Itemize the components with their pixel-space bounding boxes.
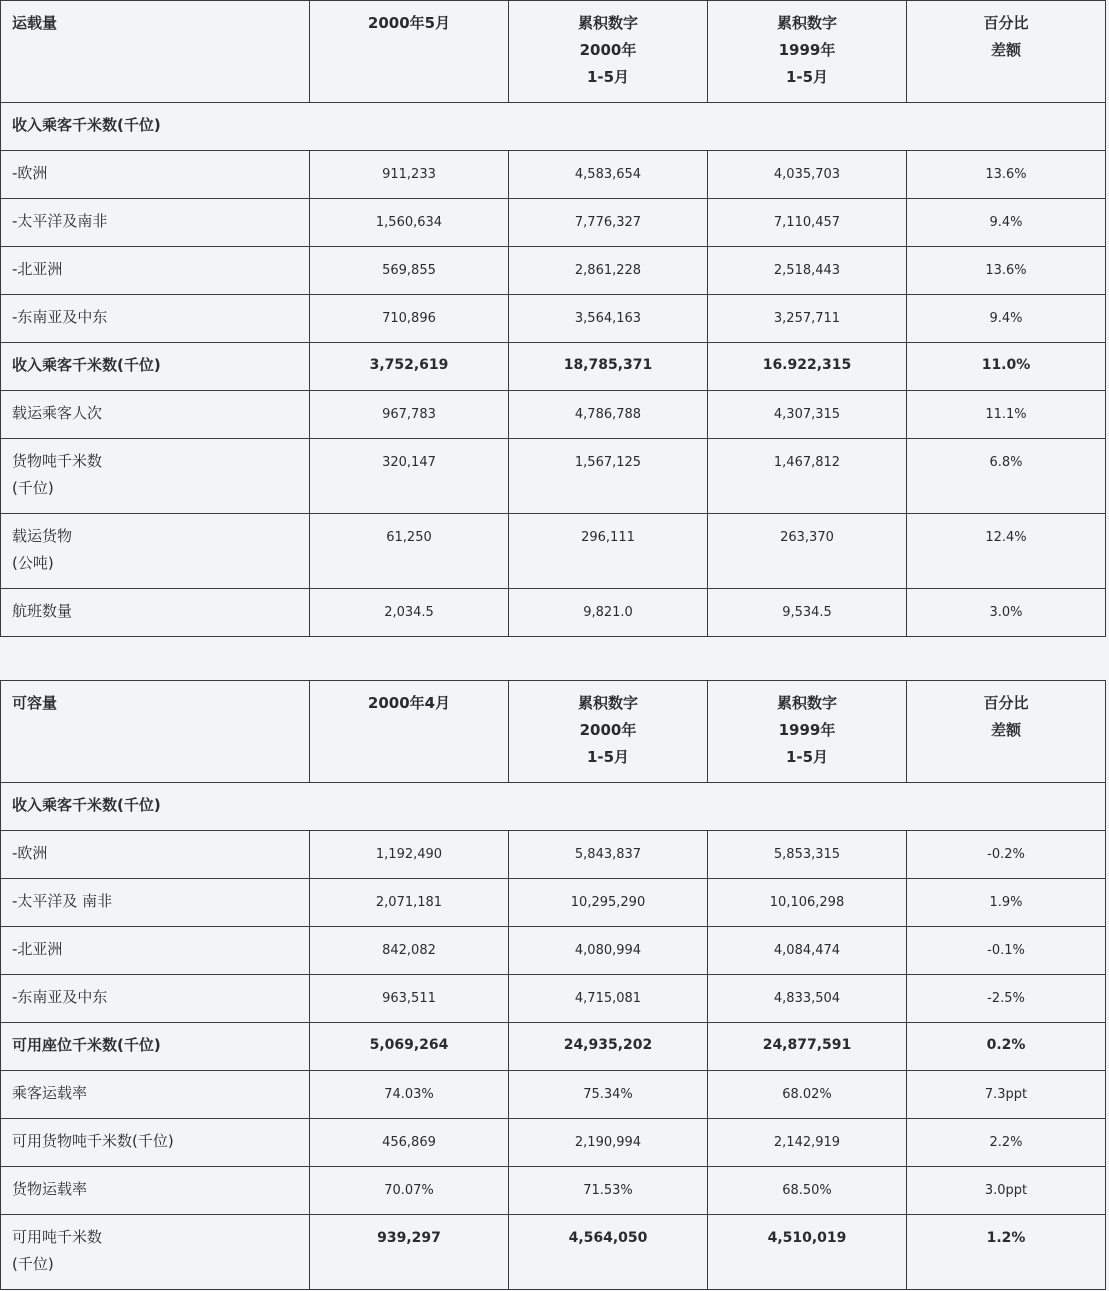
value-cell: -0.2% [907, 831, 1106, 879]
value-cell: 4,583,654 [509, 151, 708, 199]
value-cell: 296,111 [509, 514, 708, 589]
table-row [1, 1167, 1106, 1215]
value-cell: 7,110,457 [708, 199, 907, 247]
header-row [1, 1, 1106, 103]
value-cell: 10,106,298 [708, 879, 907, 927]
table-row [1, 975, 1106, 1023]
cell-text: 百分比 [983, 14, 1029, 32]
cell-text: 累积数字 [776, 694, 837, 712]
value-cell: 9,821.0 [509, 589, 708, 637]
table-row [1, 927, 1106, 975]
value-cell: 3,752,619 [310, 343, 509, 391]
cell-text: -东南亚及中东 [12, 308, 108, 326]
value-cell: 9.4% [907, 199, 1106, 247]
cell-text: 载运乘客人次 [12, 404, 103, 422]
value-cell: 2.2% [907, 1119, 1106, 1167]
value-cell: 4,080,994 [509, 927, 708, 975]
cell-text: 可用吨千米数 [12, 1228, 103, 1246]
table-row [1, 1071, 1106, 1119]
row-label [1, 1167, 310, 1215]
value-cell: 1,560,634 [310, 199, 509, 247]
value-cell: 1,467,812 [708, 439, 907, 514]
row-label [1, 1119, 310, 1167]
value-cell: 3,257,711 [708, 295, 907, 343]
table-row [1, 439, 1106, 514]
row-label [1, 975, 310, 1023]
value-cell: 967,783 [310, 391, 509, 439]
column-header [310, 1, 509, 103]
cell-text: 2000年 [579, 41, 637, 59]
value-cell: 12.4% [907, 514, 1106, 589]
cell-text: 可用座位千米数(千位) [12, 1036, 161, 1054]
row-label [1, 391, 310, 439]
value-cell: 24,877,591 [708, 1023, 907, 1071]
table-row [1, 247, 1106, 295]
value-cell: 10,295,290 [509, 879, 708, 927]
row-label [1, 439, 310, 514]
value-cell: 2,861,228 [509, 247, 708, 295]
value-cell: 13.6% [907, 151, 1106, 199]
cell-text: -北亚洲 [12, 260, 63, 278]
value-cell: -0.1% [907, 927, 1106, 975]
cell-text: 收入乘客千米数(千位) [12, 356, 161, 374]
value-cell: 4,786,788 [509, 391, 708, 439]
value-cell: 1,567,125 [509, 439, 708, 514]
cell-text: (千位) [12, 479, 54, 497]
table-row [1, 391, 1106, 439]
value-cell: 2,034.5 [310, 589, 509, 637]
cell-text: -欧洲 [12, 844, 48, 862]
value-cell: 11.1% [907, 391, 1106, 439]
value-cell: 9,534.5 [708, 589, 907, 637]
value-cell: 4,084,474 [708, 927, 907, 975]
row-label [1, 295, 310, 343]
cell-text: 2000年 [579, 721, 637, 739]
row-label [1, 927, 310, 975]
value-cell: 4,833,504 [708, 975, 907, 1023]
column-header [907, 1, 1106, 103]
value-cell: 3.0ppt [907, 1167, 1106, 1215]
row-label [1, 199, 310, 247]
capacity-table [0, 680, 1106, 1290]
cell-text: 2000年5月 [367, 14, 451, 32]
cell-text: 载运货物 [12, 527, 73, 545]
traffic-table [0, 0, 1106, 637]
value-cell: 2,190,994 [509, 1119, 708, 1167]
cell-text: 可用货物吨千米数(千位) [12, 1132, 174, 1150]
value-cell: 18,785,371 [509, 343, 708, 391]
value-cell: 74.03% [310, 1071, 509, 1119]
value-cell: 24,935,202 [509, 1023, 708, 1071]
cell-text: 累积数字 [776, 14, 837, 32]
header-row [1, 681, 1106, 783]
column-header [509, 681, 708, 783]
value-cell: 2,142,919 [708, 1119, 907, 1167]
value-cell: 4,035,703 [708, 151, 907, 199]
table-row [1, 1215, 1106, 1290]
cell-text: 1-5月 [785, 748, 829, 766]
value-cell: 75.34% [509, 1071, 708, 1119]
cell-text: 航班数量 [12, 602, 73, 620]
value-cell: -2.5% [907, 975, 1106, 1023]
cell-text: 1-5月 [586, 68, 630, 86]
table-row [1, 879, 1106, 927]
cell-text: 差额 [990, 41, 1021, 59]
cell-text: 1999年 [778, 721, 836, 739]
row-label [1, 151, 310, 199]
value-cell: 2,518,443 [708, 247, 907, 295]
cell-text: -太平洋及南非 [12, 212, 108, 230]
value-cell: 569,855 [310, 247, 509, 295]
value-cell: 263,370 [708, 514, 907, 589]
value-cell: 68.02% [708, 1071, 907, 1119]
value-cell: 7.3ppt [907, 1071, 1106, 1119]
row-label [1, 589, 310, 637]
row-label [1, 514, 310, 589]
value-cell: 71.53% [509, 1167, 708, 1215]
value-cell: 1,192,490 [310, 831, 509, 879]
column-header [310, 681, 509, 783]
cell-text: -北亚洲 [12, 940, 63, 958]
row-label [1, 247, 310, 295]
table-row [1, 295, 1106, 343]
value-cell: 4,307,315 [708, 391, 907, 439]
column-header [708, 681, 907, 783]
table-row [1, 589, 1106, 637]
row-label [1, 879, 310, 927]
value-cell: 963,511 [310, 975, 509, 1023]
cell-text: (公吨) [12, 554, 54, 572]
value-cell: 6.8% [907, 439, 1106, 514]
cell-text: 乘客运载率 [12, 1084, 88, 1102]
header-label: 运载量 [1, 1, 310, 103]
table-row [1, 831, 1106, 879]
table-row [1, 1023, 1106, 1071]
value-cell: 1.9% [907, 879, 1106, 927]
row-label [1, 1071, 310, 1119]
cell-text: 1-5月 [586, 748, 630, 766]
value-cell: 710,896 [310, 295, 509, 343]
cell-text: 货物吨千米数 [12, 452, 103, 470]
value-cell: 16.922,315 [708, 343, 907, 391]
cell-text: -东南亚及中东 [12, 988, 108, 1006]
value-cell: 4,564,050 [509, 1215, 708, 1290]
value-cell: 0.2% [907, 1023, 1106, 1071]
cell-text: 百分比 [983, 694, 1029, 712]
value-cell: 5,853,315 [708, 831, 907, 879]
value-cell: 842,082 [310, 927, 509, 975]
value-cell: 3.0% [907, 589, 1106, 637]
cell-text: 累积数字 [577, 694, 638, 712]
cell-text: (千位) [12, 1255, 54, 1273]
section-title: 收入乘客千米数(千位) [1, 783, 1106, 831]
section-row [1, 783, 1106, 831]
cell-text: 累积数字 [577, 14, 638, 32]
value-cell: 3,564,163 [509, 295, 708, 343]
column-header [708, 1, 907, 103]
value-cell: 4,715,081 [509, 975, 708, 1023]
cell-text: 2000年4月 [367, 694, 451, 712]
section-title: 收入乘客千米数(千位) [1, 103, 1106, 151]
cell-text: 差额 [990, 721, 1021, 739]
column-header [907, 681, 1106, 783]
row-label [1, 831, 310, 879]
section-row [1, 103, 1106, 151]
value-cell: 68.50% [708, 1167, 907, 1215]
header-label: 可容量 [1, 681, 310, 783]
value-cell: 13.6% [907, 247, 1106, 295]
cell-text: -欧洲 [12, 164, 48, 182]
table-row [1, 514, 1106, 589]
value-cell: 5,069,264 [310, 1023, 509, 1071]
value-cell: 911,233 [310, 151, 509, 199]
table-row [1, 1119, 1106, 1167]
value-cell: 939,297 [310, 1215, 509, 1290]
value-cell: 1.2% [907, 1215, 1106, 1290]
table-row [1, 151, 1106, 199]
table-row [1, 343, 1106, 391]
row-label [1, 1215, 310, 1290]
row-label [1, 343, 310, 391]
value-cell: 456,869 [310, 1119, 509, 1167]
cell-text: 货物运载率 [12, 1180, 88, 1198]
column-header [509, 1, 708, 103]
value-cell: 320,147 [310, 439, 509, 514]
cell-text: -太平洋及 南非 [12, 892, 113, 910]
value-cell: 61,250 [310, 514, 509, 589]
row-label [1, 1023, 310, 1071]
value-cell: 9.4% [907, 295, 1106, 343]
value-cell: 7,776,327 [509, 199, 708, 247]
value-cell: 2,071,181 [310, 879, 509, 927]
cell-text: 1-5月 [785, 68, 829, 86]
value-cell: 4,510,019 [708, 1215, 907, 1290]
value-cell: 11.0% [907, 343, 1106, 391]
table-row [1, 199, 1106, 247]
value-cell: 5,843,837 [509, 831, 708, 879]
cell-text: 1999年 [778, 41, 836, 59]
value-cell: 70.07% [310, 1167, 509, 1215]
